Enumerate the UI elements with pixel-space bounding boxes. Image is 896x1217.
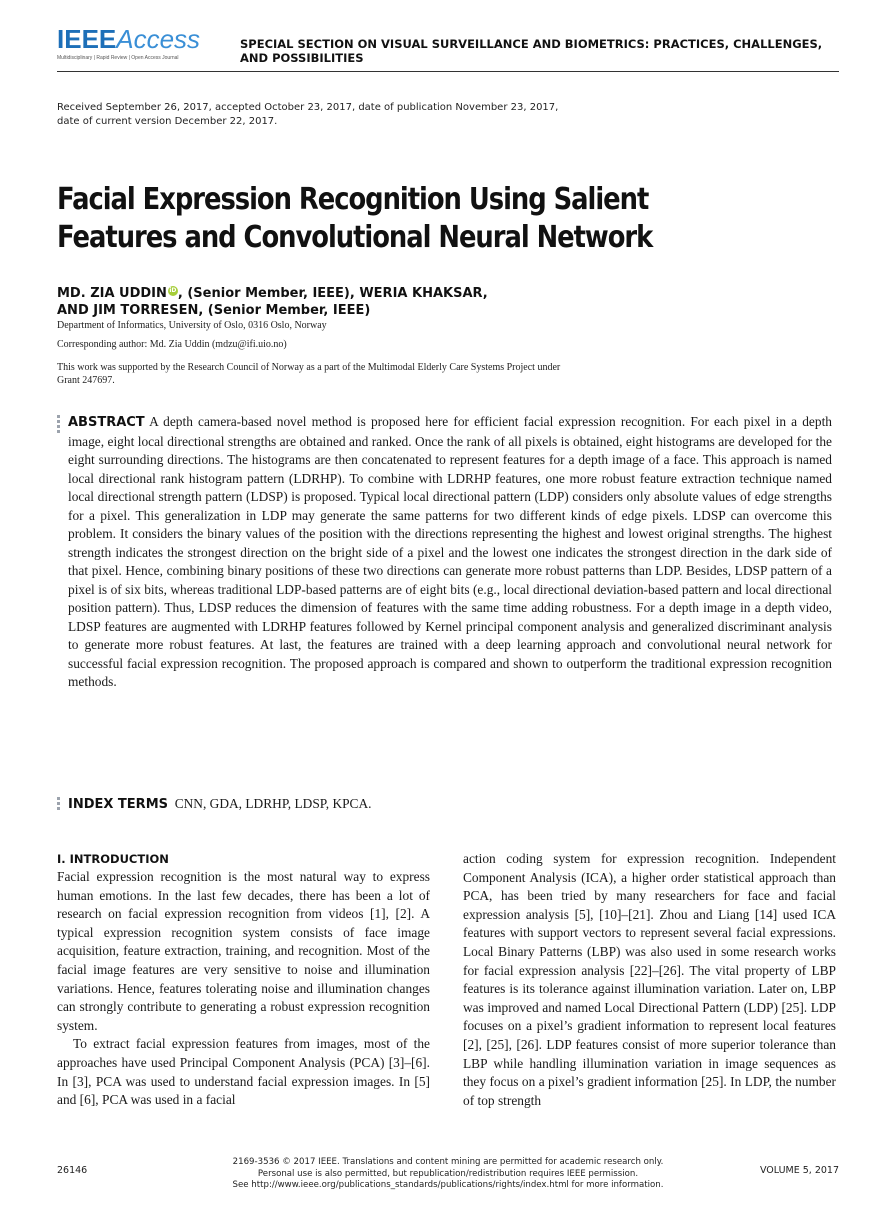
copyright-line-3[interactable]: See http://www.ieee.org/publications_standards/publications/rights/index.html for more information. (232, 1180, 664, 1190)
received-line-2: date of current version December 22, 2017. (57, 116, 278, 127)
index-terms-label: INDEX TERMS (68, 797, 168, 812)
received-dates (57, 101, 617, 129)
author-list (57, 285, 577, 319)
copyright-notice (200, 1157, 696, 1192)
intro-paragraph-2: To extract facial expression features from images, most of the approaches have used Principal Component Analysis (PCA) [3]–[6]. In [3], PCA was used to understand facial expression images. In [5] and [6], PCA was used in a facial (57, 1036, 430, 1108)
volume-label: VOLUME 5, 2017 (759, 1165, 839, 1176)
intro-paragraph-3: action coding system for expression recognition. Independent Component Analysis (ICA), a higher order statistical approach than PCA, has been tried by many researchers for face and facial expression analysis [5], [10]–[21]. Zhou and Liang [14] used ICA features with support vectors to represent several facial expressions. Local Binary Patterns (LBP) was also used in some research works for facial expression analysis [22]–[26]. The vital property of LBP features is its tolerance against illumination variation. Later on, LBP was improved and named Local Directional Pattern (LDP) [25]. LDP focuses on a pixel’s gradient information to represent local features [2], [25], [26]. LDP features consist of more superior tolerance than LBP while handling illumination variation in image sequences as they focus on a pixel’s gradient information [25]. In LDP, the number of top strength (463, 851, 836, 1108)
journal-header (57, 26, 839, 72)
abstract-block (68, 413, 832, 692)
index-terms (68, 795, 832, 814)
title-line-1: Facial Expression Recognition Using Salient (57, 182, 649, 217)
abstract-text: A depth camera-based novel method is proposed here for efficient facial expression recognition. For each pixel in a depth image, eight local directional strengths are obtained and ranked. Once the rank of all pixels is obtained, eight histograms are developed for the eight surrounding directions. The histograms are then concatenated to represent features for a depth image of a face. This approach is named local directional rank histogram pattern (LDRHP). To combine with LDRHP features, one more robust feature extraction technique named local directional strength pattern (LDSP) is proposed. Typical local directional pattern (LDP) considers only absolute values of edge strengths for a pixel. This generalization in LDP may generate the same patterns for two different kinds of edge pixels. LDSP can overcome this problem. It considers the binary values of the position with the directions representing the highest and lowest original strengths. The highest strength indicates the strongest direction on the bright side of a pixel and the lowest one indicates the strongest direction in the dark side of that pixel. Hence, combining binary positions of these two directions can generate more robust patterns than LDP. Besides, LDSP pattern of a pixel is of six bits, whereas traditional LDP-based patterns are of eight bits (e.g., local directional deviation-based pattern and local directional position pattern). Thus, LDSP reduces the dimension of features with the same time adding robustness. For a depth image in a depth video, LDSP features are augmented with LDRHP features followed by Kernel principal component analysis and generalized discriminant analysis to generate more robust features. At last, the features are trained with a deep learning approach and convolutional neural network for successful facial expression recognition. The proposed approach is compared and shown to outperform the traditional expression recognition methods. (68, 414, 832, 689)
author-name-first: MD. ZIA UDDIN (57, 286, 167, 301)
funding-note (57, 361, 677, 387)
index-terms-text: CNN, GDA, LDRHP, LDSP, KPCA. (174, 796, 372, 811)
logo-access-text: Access (116, 24, 201, 54)
body-column-right (463, 850, 836, 1110)
paper-title (57, 181, 814, 257)
index-terms-marker (57, 797, 60, 812)
corresponding-author: Corresponding author: Md. Zia Uddin (mdzu@ifi.uio.no) (57, 339, 287, 350)
abstract-label: ABSTRACT (68, 415, 145, 430)
ieee-access-logo (57, 26, 200, 61)
author-line-2: AND JIM TORRESEN, (Senior Member, IEEE) (57, 303, 371, 318)
received-line-1: Received September 26, 2017, accepted October 23, 2017, date of publication November 23, 2017, (57, 102, 559, 113)
header-divider (57, 71, 839, 72)
funding-line-1: This work was supported by the Research Council of Norway as a part of the Multimodal Elderly Care Systems Project under (57, 362, 561, 373)
funding-line-2: Grant 247697. (57, 375, 115, 386)
logo-tagline: Multidisciplinary | Rapid Review | Open Access Journal (57, 55, 179, 61)
page-number: 26146 (57, 1165, 88, 1176)
author-line-1-rest: , (Senior Member, IEEE), WERIA KHAKSAR, (177, 286, 488, 301)
section-heading: I. INTRODUCTION (57, 852, 169, 866)
orcid-icon[interactable]: iD (169, 287, 177, 294)
abstract-marker (57, 415, 60, 435)
intro-paragraph-1: Facial expression recognition is the most natural way to express human emotions. In the last few decades, there has been a lot of research on facial expression recognition from videos [1], [2]. A typical expression recognition system consists of face image acquisition, feature extraction, training, and recognition. Most of the facial image features are very sensitive to noise and illumination variations. Hence, features tolerating noise and illumination changes can strongly contribute to generating a robust expression recognition system. (57, 869, 430, 1033)
affiliation: Department of Informatics, University of Oslo, 0316 Oslo, Norway (57, 320, 327, 331)
title-line-2: Features and Convolutional Neural Network (57, 220, 653, 255)
logo-ieee-text: IEEE (57, 24, 117, 54)
copyright-line-2: Personal use is also permitted, but republication/redistribution requires IEEE permission. (257, 1168, 639, 1179)
copyright-line-1: 2169-3536 © 2017 IEEE. Translations and content mining are permitted for academic research only. (232, 1157, 664, 1167)
special-section-title: SPECIAL SECTION ON VISUAL SURVEILLANCE AND BIOMETRICS: PRACTICES, CHALLENGES, AND POSSIBILITIES (240, 37, 823, 65)
body-column-left (57, 850, 430, 1110)
